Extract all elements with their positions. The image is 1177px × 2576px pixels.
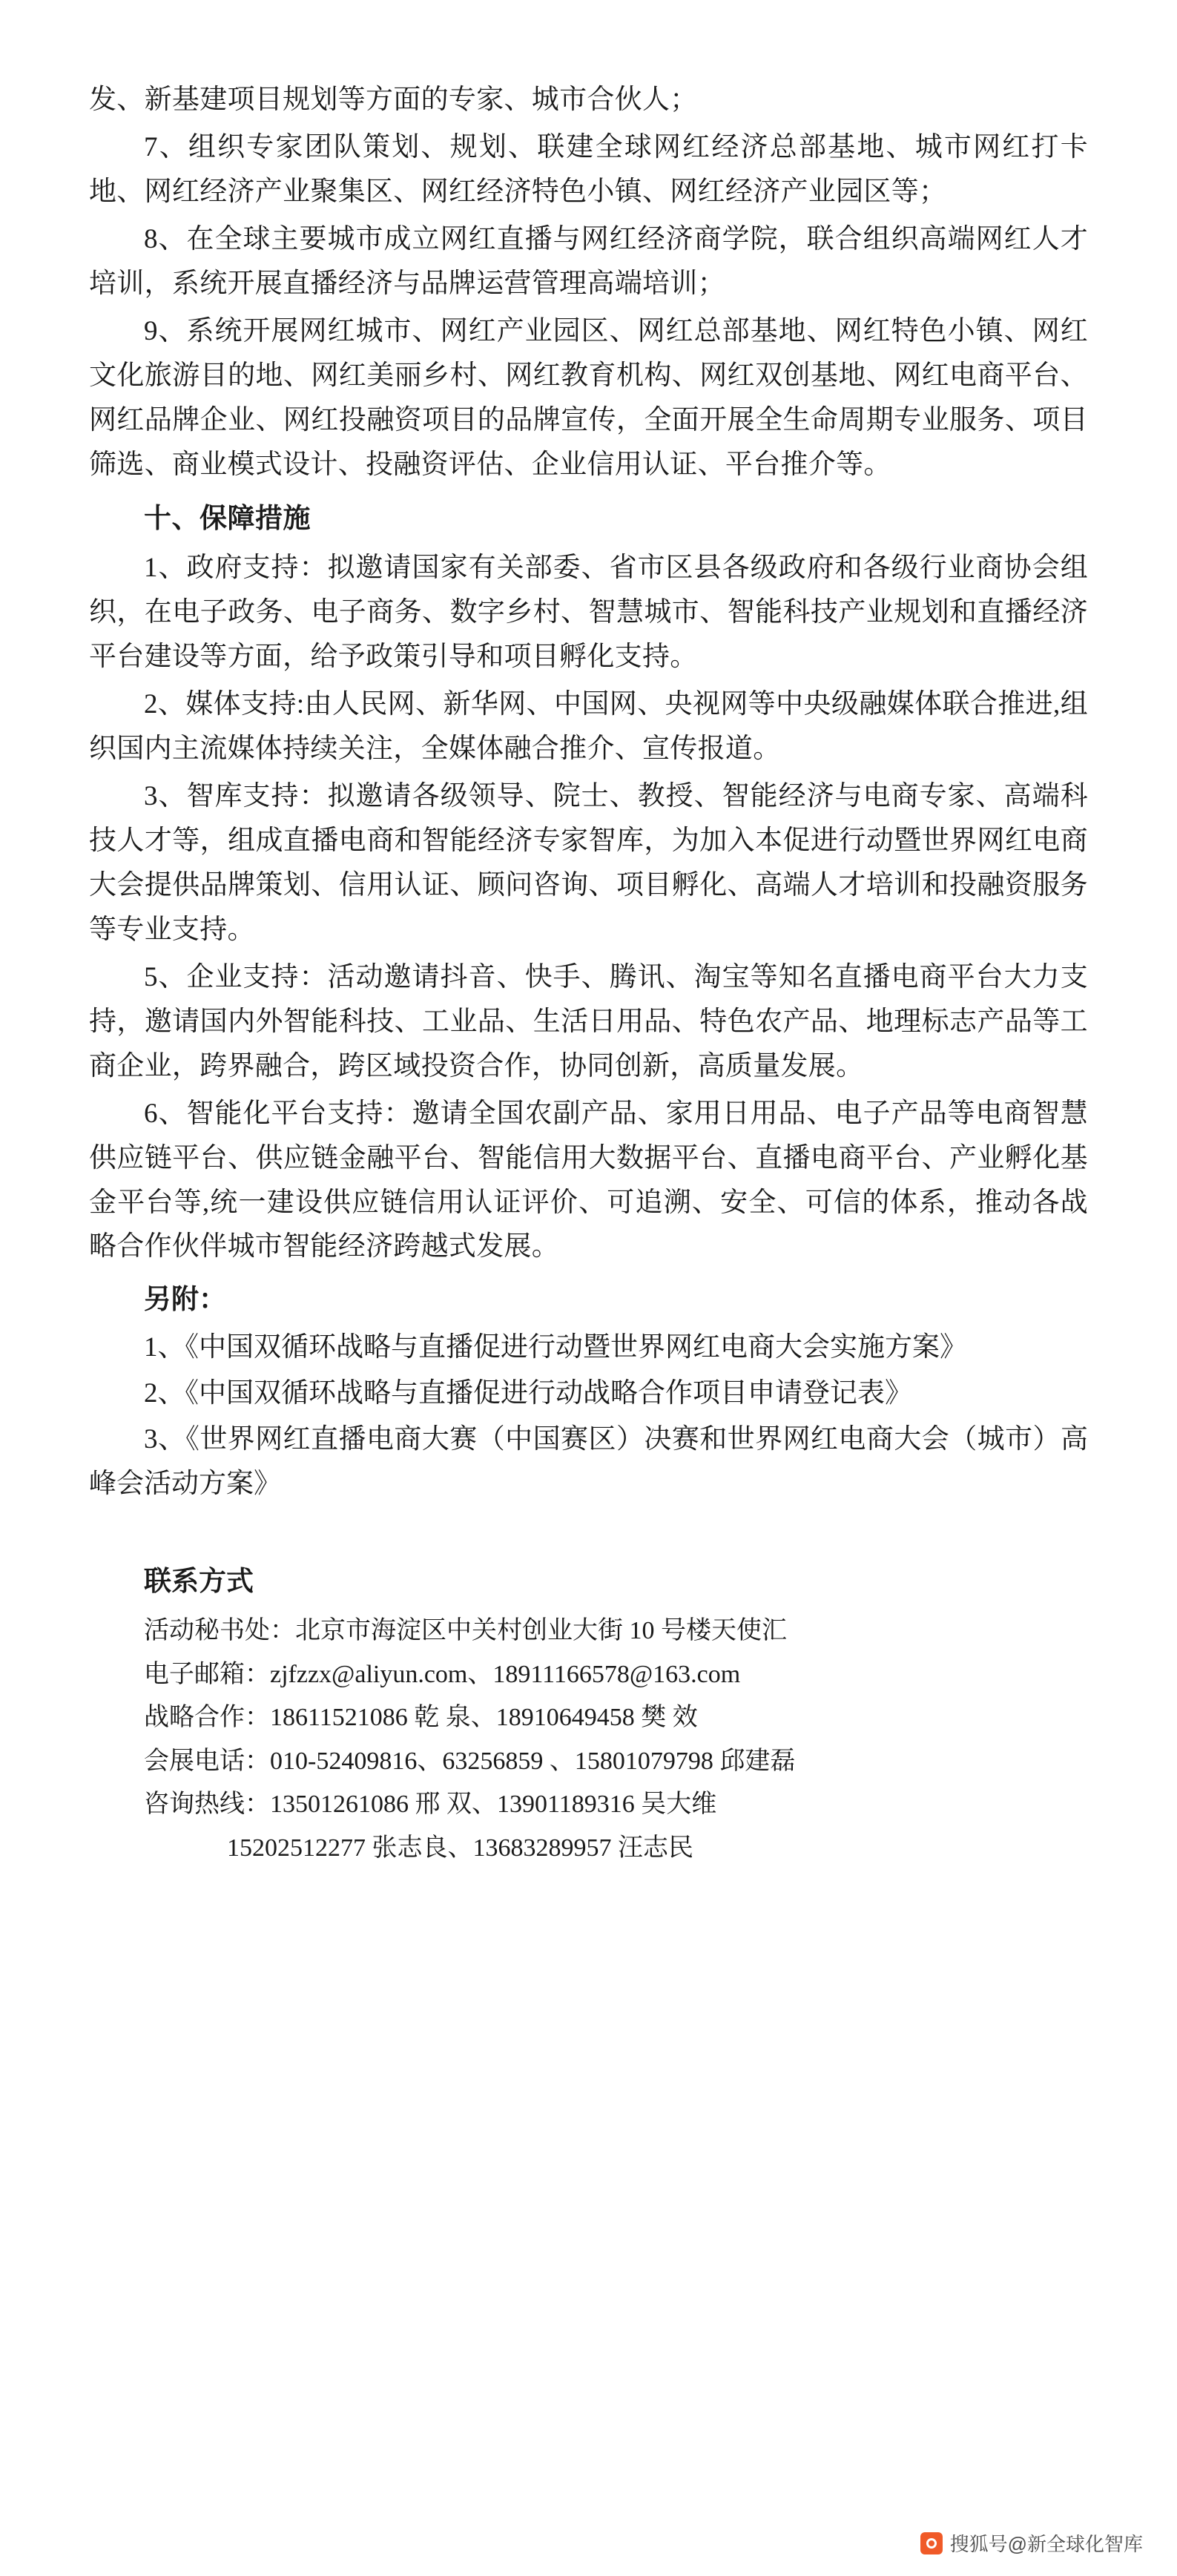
contact-hotline: 咨询热线：13501261086 邢 双、13901189316 吴大维 [144, 1791, 717, 1819]
contact-title: 联系方式 [144, 1567, 254, 1598]
contact-strategic-cooperation: 战略合作：18611521086 乾 泉、18910649458 樊 效 [144, 1704, 698, 1732]
measure-media-support: 2、媒体支持:由人民网、新华网、中国网、央视网等中央级融媒体联合推进,组织国内主流媒体持续关注，全媒体融合推介、宣传报道。 [89, 689, 1088, 765]
measure-platform-support: 6、智能化平台支持：邀请全国农副产品、家用日用品、电子产品等电商智慧供应链平台、供应链金融平台、智能信用大数据平台、直播电商平台、产业孵化基金平台等,统一建设供应链信用认证评价、可追溯、安全、可信的体系，推动各战略合作伙伴城市智能经济跨越式发展。 [89, 1098, 1088, 1262]
paragraph-item-7: 7、组织专家团队策划、规划、联建全球网红经济总部基地、城市网红打卡地、网红经济产业聚集区、网红经济特色小镇、网红经济产业园区等； [89, 131, 1088, 207]
attachment-heading: 另附： [144, 1285, 226, 1316]
paragraph-item-8: 8、在全球主要城市成立网红直播与网红经济商学院，联合组织高端网红人才培训，系统开展直播经济与品牌运营管理高端培训； [89, 223, 1088, 299]
section-heading-safeguards: 十、保障措施 [144, 504, 311, 535]
watermark [920, 2529, 1143, 2557]
contact-exhibition-phone: 会展电话：010-52409816、63256859 、15801079798 邱建磊 [144, 1747, 796, 1775]
paragraph-item-9: 9、系统开展网红城市、网红产业园区、网红总部基地、网红特色小镇、网红文化旅游目的地、网红美丽乡村、网红教育机构、网红双创基地、网红电商平台、网红品牌企业、网红投融资项目的品牌宣传，全面开展全生命周期专业服务、项目筛选、商业模式设计、投融资评估、企业信用认证、平台推介等。 [89, 315, 1088, 480]
measure-government-support: 1、政府支持：拟邀请国家有关部委、省市区县各级政府和各级行业商协会组织，在电子政务、电子商务、数字乡村、智慧城市、智能科技产业规划和直播经济平台建设等方面，给予政策引导和项目孵化支持。 [89, 553, 1088, 673]
contact-section [89, 1560, 1088, 1870]
contact-address: 活动秘书处：北京市海淀区中关村创业大街 10 号楼天使汇 [144, 1617, 787, 1645]
sohu-logo-icon [920, 2532, 943, 2554]
attachment-item-2: 2、《中国双循环战略与直播促进行动战略合作项目申请登记表》 [144, 1378, 912, 1409]
paragraph-continued: 发、新基建项目规划等方面的专家、城市合伙人； [89, 85, 698, 115]
measure-thinktank-support: 3、智库支持：拟邀请各级领导、院士、教授、智能经济与电商专家、高端科技人才等，组成直播电商和智能经济专家智库，为加入本促进行动暨世界网红电商大会提供品牌策划、信用认证、顾问咨询、项目孵化、高端人才培训和投融资服务等专业支持。 [89, 781, 1088, 945]
contact-hotline-secondary: 15202512277 张志良、13683289957 汪志民 [227, 1834, 693, 1862]
contact-email: 电子邮箱：zjfzzx@aliyun.com、18911166578@163.com [144, 1660, 741, 1688]
watermark-text: 搜狐号@新全球化智库 [949, 2533, 1143, 2555]
measure-enterprise-support: 5、企业支持：活动邀请抖音、快手、腾讯、淘宝等知名直播电商平台大力支持，邀请国内外智能科技、工业品、生活日用品、特色农产品、地理标志产品等工商企业，跨界融合，跨区域投资合作，协同创新，高质量发展。 [89, 961, 1088, 1081]
attachment-item-1: 1、《中国双循环战略与直播促进行动暨世界网红电商大会实施方案》 [144, 1332, 967, 1363]
attachment-item-3: 3、《世界网红直播电商大赛（中国赛区）决赛和世界网红电商大会（城市）高峰会活动方案》 [89, 1424, 1088, 1500]
